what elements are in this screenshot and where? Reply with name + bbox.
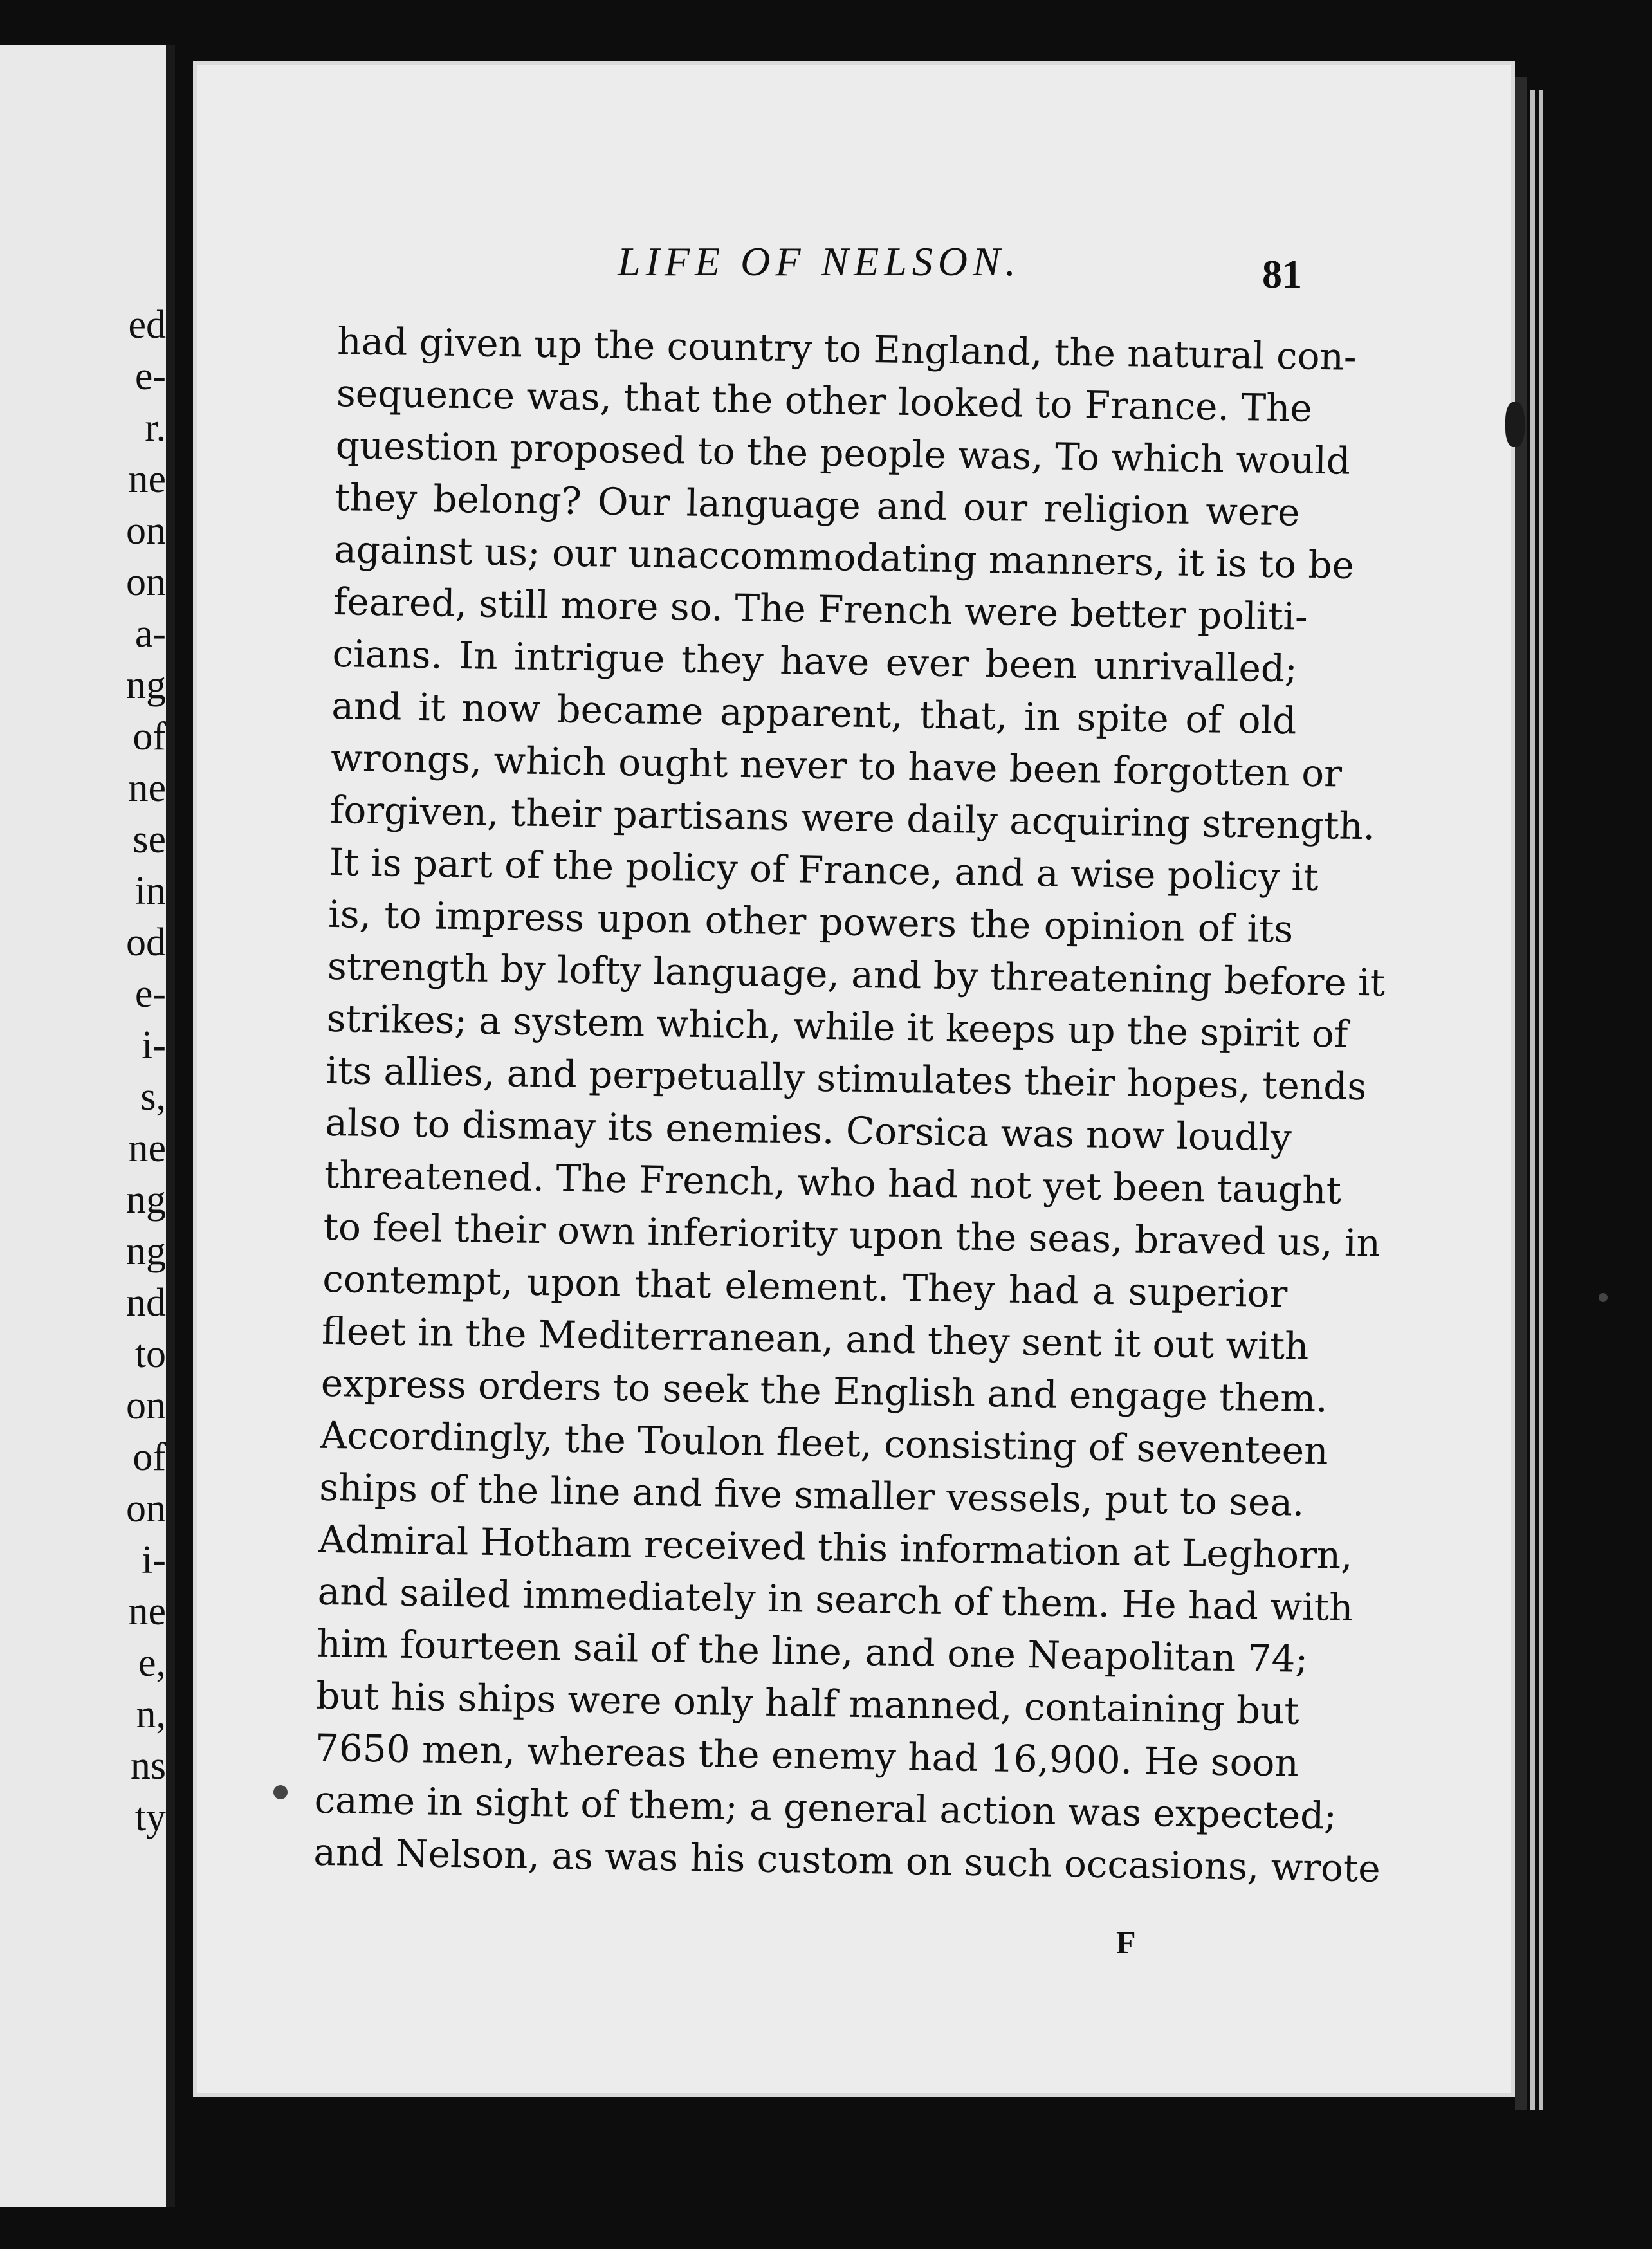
text-line: against us; our unaccommodating manners, it is to be [333, 527, 1355, 587]
facing-page-line-fragment: in [134, 869, 166, 913]
text-line: had given up the country to England, the natural con- [336, 318, 1357, 379]
text-line: came in sight of them; a general action was expected; [314, 1777, 1337, 1838]
text-line: and Nelson, as was his custom on such occasions, wrote [313, 1830, 1381, 1891]
facing-page-line-fragment: a- [134, 612, 166, 656]
text-line: and it now became apparent, that, in spite of old [331, 683, 1297, 743]
facing-page-line-fragment: on [126, 560, 166, 604]
page-edge-leaf [1539, 90, 1543, 2110]
text-line: is, to impress upon other powers the opinion of its [327, 892, 1294, 951]
page-number: 81 [1262, 253, 1302, 297]
text-line: threatened. The French, who had not yet been taught [324, 1152, 1342, 1213]
text-line: forgiven, their partisans were daily acquiring strength. [329, 787, 1375, 849]
facing-page-line-fragment: i- [142, 1538, 166, 1582]
facing-page-line-fragment: n, [136, 1693, 166, 1736]
facing-page-line-fragment: e, [138, 1641, 166, 1685]
facing-page-line-fragment: nd [126, 1281, 166, 1325]
text-line: and sailed immediately in search of them. He had with [317, 1569, 1354, 1630]
facing-page-line-fragment: s, [140, 1075, 166, 1119]
facing-page-line-fragment: ne [128, 1590, 166, 1633]
text-line: wrongs, which ought never to have been forgotten or [330, 735, 1343, 796]
facing-page-line-fragment: of [133, 1435, 166, 1479]
facing-page-line-fragment: ng [126, 1229, 166, 1273]
text-line: question proposed to the people was, To which would [335, 423, 1351, 483]
ink-speck [1505, 402, 1525, 447]
text-line: strikes; a system which, while it keeps up the spirit of [326, 996, 1348, 1056]
text-line: feared, still more so. The French were better politi- [333, 579, 1308, 639]
text-line: contempt, upon that element. They had a superior [322, 1256, 1288, 1316]
text-line: they belong? Our language and our religion were [335, 475, 1300, 535]
facing-page-line-fragment: on [126, 1384, 166, 1427]
text-line: to feel their own inferiority upon the seas, braved us, in [323, 1204, 1381, 1265]
text-line: also to dismay its enemies. Corsica was now loudly [324, 1100, 1292, 1160]
text-line: Admiral Hotham received this information at Leghorn, [318, 1517, 1354, 1578]
body-text [313, 315, 1386, 1893]
facing-page-line-fragment: ns [130, 1744, 166, 1788]
facing-page-line-fragment: e- [134, 354, 166, 398]
text-line: ships of the line and five smaller vessels, put to sea. [318, 1465, 1305, 1525]
gutter-shadow [166, 45, 175, 2207]
text-line: Accordingly, the Toulon fleet, consisting of seventeen [320, 1413, 1329, 1473]
facing-page-line-fragment: ty [134, 1795, 166, 1839]
facing-page-line-fragment: of [133, 715, 166, 758]
facing-page-line-fragment: on [126, 509, 166, 553]
facing-page-line-fragment: r. [145, 406, 166, 450]
text-line: It is part of the policy of France, and a wise policy it [329, 840, 1319, 900]
text-line: but his ships were only half manned, containing but [315, 1673, 1300, 1733]
text-line: express orders to seek the English and engage them. [320, 1361, 1328, 1421]
text-line: strength by lofty language, and by threatening before it [327, 944, 1386, 1005]
facing-page-line-fragment: ne [128, 457, 166, 501]
facing-page-line-fragment: e- [134, 972, 166, 1016]
facing-page-line-fragment: i- [142, 1024, 166, 1067]
facing-page-line-fragment: on [126, 1487, 166, 1530]
page-edge-leaf [1530, 90, 1535, 2110]
page-edge [1515, 77, 1527, 2110]
facing-page-line-fragment: ne [128, 1126, 166, 1170]
facing-page-line-fragment: ne [128, 766, 166, 810]
text-line: fleet in the Mediterranean, and they sent it out with [321, 1308, 1309, 1368]
ink-speck [273, 1785, 288, 1799]
signature-mark: F [1116, 1924, 1136, 1960]
text-line: sequence was, that the other looked to France. The [336, 371, 1313, 430]
facing-page-line-fragment: se [133, 818, 166, 861]
text-line: him fourteen sail of the line, and one Neapolitan 74; [317, 1621, 1308, 1681]
facing-page-line-fragment: od [126, 921, 166, 964]
text-line: cians. In intrigue they have ever been unrivalled; [332, 631, 1298, 691]
facing-page-line-fragment: ng [126, 1178, 166, 1222]
running-head: LIFE OF NELSON. [618, 239, 1021, 284]
ink-speck [1599, 1293, 1608, 1302]
text-line: its allies, and perpetually stimulates their hopes, tends [326, 1048, 1367, 1109]
text-line: 7650 men, whereas the enemy had 16,900. He soon [315, 1725, 1299, 1785]
facing-page-line-fragment: to [134, 1332, 166, 1376]
facing-page-line-fragment: ed [128, 303, 166, 347]
facing-page-line-fragment: ng [126, 663, 166, 707]
facing-page-text [0, 299, 166, 1843]
facing-page-fragment [0, 45, 175, 2207]
